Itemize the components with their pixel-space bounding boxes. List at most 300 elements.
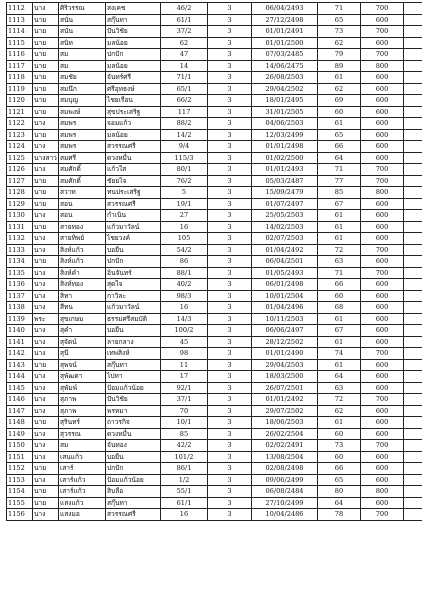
allowance-cell: 600	[361, 290, 404, 302]
house-number-cell: 86/1	[161, 463, 208, 475]
table-row	[7, 267, 422, 279]
pension-register-page	[0, 2, 422, 598]
last-name-cell: สุขประเสริฐ	[106, 106, 161, 118]
remark-cell	[404, 394, 422, 406]
age-cell: 62	[318, 405, 361, 417]
first-name-cell: สิงห์คำ	[59, 267, 106, 279]
age-cell: 73	[318, 440, 361, 452]
remark-cell	[404, 267, 422, 279]
last-name-cell: ปกปัก	[106, 256, 161, 268]
first-name-cell: สุวรรณ	[59, 428, 106, 440]
last-name-cell: ถาวรกิจ	[106, 417, 161, 429]
house-number-cell: 101/2	[161, 451, 208, 463]
age-cell: 77	[318, 175, 361, 187]
row-number-cell: 1147	[7, 405, 33, 417]
row-number-cell: 1146	[7, 394, 33, 406]
first-name-cell: สนั่น	[59, 14, 106, 26]
row-number-cell: 1125	[7, 152, 33, 164]
last-name-cell: ปกปัก	[106, 49, 161, 61]
birth-date-cell: 01/02/2500	[252, 152, 318, 164]
remark-cell	[404, 129, 422, 141]
remark-cell	[404, 49, 422, 61]
allowance-cell: 600	[361, 152, 404, 164]
village-no-cell: 3	[208, 187, 252, 199]
title-cell: นาง	[33, 267, 59, 279]
age-cell: 60	[318, 451, 361, 463]
first-name-cell: สม	[59, 440, 106, 452]
house-number-cell: 86	[161, 256, 208, 268]
title-cell: นาย	[33, 26, 59, 38]
allowance-cell: 600	[361, 279, 404, 291]
table-row	[7, 463, 422, 475]
first-name-cell: สุพัฒตา	[59, 371, 106, 383]
house-number-cell: 76/2	[161, 175, 208, 187]
birth-date-cell: 02/02/2491	[252, 440, 318, 452]
title-cell: นาง	[33, 382, 59, 394]
allowance-cell: 700	[361, 3, 404, 15]
birth-date-cell: 10/04/2486	[252, 509, 318, 521]
last-name-cell: ไชยวงค์	[106, 233, 161, 245]
row-number-cell: 1128	[7, 187, 33, 199]
last-name-cell: มลน้อย	[106, 129, 161, 141]
last-name-cell: มลน้อย	[106, 60, 161, 72]
allowance-cell: 600	[361, 221, 404, 233]
row-number-cell: 1139	[7, 313, 33, 325]
remark-cell	[404, 405, 422, 417]
first-name-cell: สุพจน์	[59, 359, 106, 371]
row-number-cell: 1127	[7, 175, 33, 187]
allowance-cell: 600	[361, 463, 404, 475]
age-cell: 71	[318, 267, 361, 279]
village-no-cell: 3	[208, 290, 252, 302]
allowance-cell: 600	[361, 382, 404, 394]
house-number-cell: 45	[161, 336, 208, 348]
house-number-cell: 98	[161, 348, 208, 360]
table-row	[7, 371, 422, 383]
title-cell: นาย	[33, 72, 59, 84]
birth-date-cell: 01/01/2493	[252, 164, 318, 176]
remark-cell	[404, 256, 422, 268]
title-cell: นาย	[33, 14, 59, 26]
age-cell: 64	[318, 152, 361, 164]
first-name-cell: เสาร์แก้ว	[59, 486, 106, 498]
first-name-cell: เสาร์	[59, 463, 106, 475]
row-number-cell: 1112	[7, 3, 33, 15]
birth-date-cell: 01/01/2491	[252, 26, 318, 38]
title-cell: นาง	[33, 371, 59, 383]
title-cell: นาย	[33, 95, 59, 107]
table-row	[7, 175, 422, 187]
remark-cell	[404, 210, 422, 222]
row-number-cell: 1119	[7, 83, 33, 95]
last-name-cell: จันทอง	[106, 440, 161, 452]
table-row	[7, 313, 422, 325]
village-no-cell: 3	[208, 175, 252, 187]
birth-date-cell: 02/07/2503	[252, 233, 318, 245]
first-name-cell: สีทน	[59, 302, 106, 314]
house-number-cell: 27	[161, 210, 208, 222]
age-cell: 61	[318, 221, 361, 233]
title-cell: นาย	[33, 463, 59, 475]
allowance-cell: 600	[361, 72, 404, 84]
first-name-cell: สนิท	[59, 37, 106, 49]
village-no-cell: 3	[208, 221, 252, 233]
table-row	[7, 152, 422, 164]
age-cell: 61	[318, 359, 361, 371]
allowance-cell: 600	[361, 336, 404, 348]
house-number-cell: 88/2	[161, 118, 208, 130]
table-row	[7, 14, 422, 26]
village-no-cell: 3	[208, 37, 252, 49]
village-no-cell: 3	[208, 106, 252, 118]
table-row	[7, 244, 422, 256]
last-name-cell: บอยืน	[106, 244, 161, 256]
village-no-cell: 3	[208, 417, 252, 429]
house-number-cell: 19/1	[161, 198, 208, 210]
birth-date-cell: 01/04/2496	[252, 302, 318, 314]
age-cell: 72	[318, 394, 361, 406]
title-cell: นาง	[33, 118, 59, 130]
table-row	[7, 37, 422, 49]
last-name-cell: กำเนิน	[106, 210, 161, 222]
birth-date-cell: 01/01/2490	[252, 348, 318, 360]
remark-cell	[404, 60, 422, 72]
house-number-cell: 17	[161, 371, 208, 383]
table-row	[7, 221, 422, 233]
age-cell: 61	[318, 233, 361, 245]
age-cell: 68	[318, 302, 361, 314]
title-cell: นาย	[33, 60, 59, 72]
age-cell: 66	[318, 279, 361, 291]
table-row	[7, 164, 422, 176]
remark-cell	[404, 325, 422, 337]
house-number-cell: 66/2	[161, 95, 208, 107]
house-number-cell: 1/2	[161, 474, 208, 486]
title-cell: นาง	[33, 405, 59, 417]
village-no-cell: 3	[208, 359, 252, 371]
age-cell: 89	[318, 60, 361, 72]
remark-cell	[404, 440, 422, 452]
remark-cell	[404, 175, 422, 187]
row-number-cell: 1113	[7, 14, 33, 26]
title-cell: นาย	[33, 359, 59, 371]
birth-date-cell: 26/07/2501	[252, 382, 318, 394]
birth-date-cell: 01/07/2497	[252, 198, 318, 210]
last-name-cell: สงเคช	[106, 3, 161, 15]
allowance-cell: 600	[361, 359, 404, 371]
house-number-cell: 70	[161, 405, 208, 417]
remark-cell	[404, 26, 422, 38]
age-cell: 80	[318, 486, 361, 498]
village-no-cell: 3	[208, 267, 252, 279]
birth-date-cell: 06/01/2498	[252, 279, 318, 291]
age-cell: 66	[318, 463, 361, 475]
title-cell: นาง	[33, 141, 59, 153]
row-number-cell: 1133	[7, 244, 33, 256]
first-name-cell: สมพงษ์	[59, 106, 106, 118]
last-name-cell: สกุ๊นทา	[106, 359, 161, 371]
table-row	[7, 394, 422, 406]
age-cell: 63	[318, 382, 361, 394]
row-number-cell: 1114	[7, 26, 33, 38]
table-row	[7, 256, 422, 268]
birth-date-cell: 26/02/2504	[252, 428, 318, 440]
table-row	[7, 336, 422, 348]
birth-date-cell: 02/08/2498	[252, 463, 318, 475]
remark-cell	[404, 141, 422, 153]
row-number-cell: 1144	[7, 371, 33, 383]
remark-cell	[404, 233, 422, 245]
remark-cell	[404, 451, 422, 463]
title-cell: นาย	[33, 221, 59, 233]
last-name-cell: แก้วมาวัลน์	[106, 221, 161, 233]
title-cell: นาย	[33, 497, 59, 509]
remark-cell	[404, 348, 422, 360]
remark-cell	[404, 486, 422, 498]
birth-date-cell: 27/12/2498	[252, 14, 318, 26]
last-name-cell: ป้อมแก้วน้อย	[106, 474, 161, 486]
first-name-cell: เสนแก้ว	[59, 451, 106, 463]
house-number-cell: 40/2	[161, 279, 208, 291]
house-number-cell: 46/2	[161, 3, 208, 15]
first-name-cell: สอน	[59, 198, 106, 210]
last-name-cell: บอยืน	[106, 325, 161, 337]
table-row	[7, 417, 422, 429]
title-cell: นาง	[33, 244, 59, 256]
first-name-cell: สุจัตน์	[59, 336, 106, 348]
first-name-cell: สุขเกษม	[59, 313, 106, 325]
row-number-cell: 1136	[7, 279, 33, 291]
age-cell: 61	[318, 417, 361, 429]
first-name-cell: สมบุญ	[59, 95, 106, 107]
age-cell: 60	[318, 106, 361, 118]
title-cell: นาย	[33, 106, 59, 118]
village-no-cell: 3	[208, 49, 252, 61]
village-no-cell: 3	[208, 152, 252, 164]
first-name-cell: ศิริวรรณ	[59, 3, 106, 15]
birth-date-cell: 09/06/2499	[252, 474, 318, 486]
first-name-cell: แสงมอ	[59, 509, 106, 521]
last-name-cell: ปกปัก	[106, 463, 161, 475]
title-cell: นาง	[33, 474, 59, 486]
title-cell: นาง	[33, 348, 59, 360]
allowance-cell: 600	[361, 198, 404, 210]
title-cell: นางสาว	[34, 153, 57, 162]
row-number-cell: 1134	[7, 256, 33, 268]
table-row	[7, 509, 422, 521]
remark-cell	[404, 14, 422, 26]
remark-cell	[404, 417, 422, 429]
age-cell: 85	[318, 187, 361, 199]
first-name-cell: สมศักดิ์	[59, 164, 106, 176]
age-cell: 65	[318, 129, 361, 141]
age-cell: 67	[318, 198, 361, 210]
age-cell: 69	[318, 95, 361, 107]
last-name-cell: พรหมา	[106, 405, 161, 417]
title-cell: นาง	[33, 428, 59, 440]
title-cell: นาง	[33, 451, 59, 463]
last-name-cell: สวรรณศรี	[106, 509, 161, 521]
house-number-cell: 98/3	[161, 290, 208, 302]
first-name-cell: สมพร	[59, 141, 106, 153]
allowance-cell: 700	[361, 175, 404, 187]
allowance-cell: 800	[361, 60, 404, 72]
title-cell: นาย	[33, 175, 59, 187]
house-number-cell: 80/1	[161, 164, 208, 176]
table-row	[7, 72, 422, 84]
remark-cell	[404, 72, 422, 84]
village-no-cell: 3	[208, 83, 252, 95]
birth-date-cell: 06/08/2484	[252, 486, 318, 498]
house-number-cell: 5	[161, 187, 208, 199]
remark-cell	[404, 474, 422, 486]
age-cell: 65	[318, 474, 361, 486]
house-number-cell: 61/1	[161, 497, 208, 509]
village-no-cell: 3	[208, 118, 252, 130]
house-number-cell: 54/2	[161, 244, 208, 256]
allowance-cell: 700	[361, 49, 404, 61]
allowance-cell: 600	[361, 474, 404, 486]
first-name-cell: สมชัย	[59, 72, 106, 84]
house-number-cell: 9/4	[161, 141, 208, 153]
village-no-cell: 3	[208, 244, 252, 256]
table-row	[7, 428, 422, 440]
first-name-cell: สุรินทร์	[59, 417, 106, 429]
last-name-cell: สกุ๊นทา	[106, 14, 161, 26]
age-cell: 71	[318, 164, 361, 176]
birth-date-cell: 27/10/2499	[252, 497, 318, 509]
age-cell: 66	[318, 141, 361, 153]
last-name-cell: เทพสิงห์	[106, 348, 161, 360]
last-name-cell: ดวงหมื่น	[106, 428, 161, 440]
allowance-cell: 600	[361, 451, 404, 463]
village-no-cell: 3	[208, 164, 252, 176]
birth-date-cell: 28/12/2502	[252, 336, 318, 348]
remark-cell	[404, 371, 422, 383]
age-cell: 62	[318, 37, 361, 49]
remark-cell	[404, 37, 422, 49]
row-number-cell: 1137	[7, 290, 33, 302]
title-cell: นาง	[33, 279, 59, 291]
village-no-cell: 3	[208, 72, 252, 84]
birth-date-cell: 07/03/2485	[252, 49, 318, 61]
table-row	[7, 26, 422, 38]
birth-date-cell: 18/03/2500	[252, 371, 318, 383]
house-number-cell: 16	[161, 509, 208, 521]
table-row	[7, 95, 422, 107]
age-cell: 72	[318, 244, 361, 256]
age-cell: 61	[318, 336, 361, 348]
village-no-cell: 3	[208, 336, 252, 348]
allowance-cell: 600	[361, 417, 404, 429]
remark-cell	[404, 3, 422, 15]
first-name-cell: สมพร	[59, 118, 106, 130]
village-no-cell: 3	[208, 95, 252, 107]
title-cell: นาย	[33, 256, 59, 268]
birth-date-cell: 06/06/2497	[252, 325, 318, 337]
allowance-cell: 700	[361, 348, 404, 360]
row-number-cell: 1130	[7, 210, 33, 222]
first-name-cell: แสงแก้ว	[59, 497, 106, 509]
row-number-cell: 1132	[7, 233, 33, 245]
last-name-cell: ลายกลาง	[106, 336, 161, 348]
age-cell: 60	[318, 428, 361, 440]
table-row	[7, 405, 422, 417]
allowance-cell: 600	[361, 118, 404, 130]
house-number-cell: 105	[161, 233, 208, 245]
elderly-allowance-table	[6, 2, 422, 521]
house-number-cell: 62	[161, 37, 208, 49]
row-number-cell: 1153	[7, 474, 33, 486]
table-row	[7, 83, 422, 95]
house-number-cell: 100/2	[161, 325, 208, 337]
remark-cell	[404, 118, 422, 130]
house-number-cell: 47	[161, 49, 208, 61]
birth-date-cell: 29/04/2502	[252, 83, 318, 95]
village-no-cell: 3	[208, 279, 252, 291]
title-cell: นาง	[33, 440, 59, 452]
remark-cell	[404, 290, 422, 302]
row-number-cell: 1154	[7, 486, 33, 498]
first-name-cell: สวาท	[59, 187, 106, 199]
allowance-cell: 600	[361, 497, 404, 509]
village-no-cell: 3	[208, 486, 252, 498]
title-cell: นาง	[33, 290, 59, 302]
first-name-cell: สุภาพ	[59, 394, 106, 406]
last-name-cell: จอมแก้ว	[106, 118, 161, 130]
birth-date-cell: 15/09/2479	[252, 187, 318, 199]
last-name-cell: สุดใจ	[106, 279, 161, 291]
age-cell: 73	[318, 26, 361, 38]
last-name-cell: ดวงหมื่น	[106, 152, 161, 164]
allowance-cell: 600	[361, 233, 404, 245]
birth-date-cell: 10/11/2503	[252, 313, 318, 325]
house-number-cell: 14	[161, 60, 208, 72]
village-no-cell: 3	[208, 405, 252, 417]
row-number-cell: 1115	[7, 37, 33, 49]
remark-cell	[404, 83, 422, 95]
birth-date-cell: 26/08/2503	[252, 72, 318, 84]
row-number-cell: 1126	[7, 164, 33, 176]
first-name-cell: สุคำ	[59, 325, 106, 337]
village-no-cell: 3	[208, 509, 252, 521]
last-name-cell: ศรีอุทธงษ์	[106, 83, 161, 95]
house-number-cell: 14/2	[161, 129, 208, 141]
allowance-cell: 600	[361, 428, 404, 440]
village-no-cell: 3	[208, 26, 252, 38]
last-name-cell: แก้วมาวัลน์	[106, 302, 161, 314]
table-row	[7, 233, 422, 245]
remark-cell	[404, 198, 422, 210]
allowance-cell: 700	[361, 244, 404, 256]
last-name-cell: สวรรณศรี	[106, 198, 161, 210]
remark-cell	[404, 463, 422, 475]
age-cell: 62	[318, 83, 361, 95]
remark-cell	[404, 164, 422, 176]
table-row	[7, 129, 422, 141]
row-number-cell: 1129	[7, 198, 33, 210]
last-name-cell: ธรรมศรีสมบัติ	[106, 313, 161, 325]
allowance-cell: 700	[361, 509, 404, 521]
age-cell: 65	[318, 14, 361, 26]
allowance-cell: 600	[361, 325, 404, 337]
age-cell: 67	[318, 325, 361, 337]
village-no-cell: 3	[208, 198, 252, 210]
birth-date-cell: 29/07/2502	[252, 405, 318, 417]
row-number-cell: 1142	[7, 348, 33, 360]
age-cell: 61	[318, 313, 361, 325]
allowance-cell: 800	[361, 486, 404, 498]
